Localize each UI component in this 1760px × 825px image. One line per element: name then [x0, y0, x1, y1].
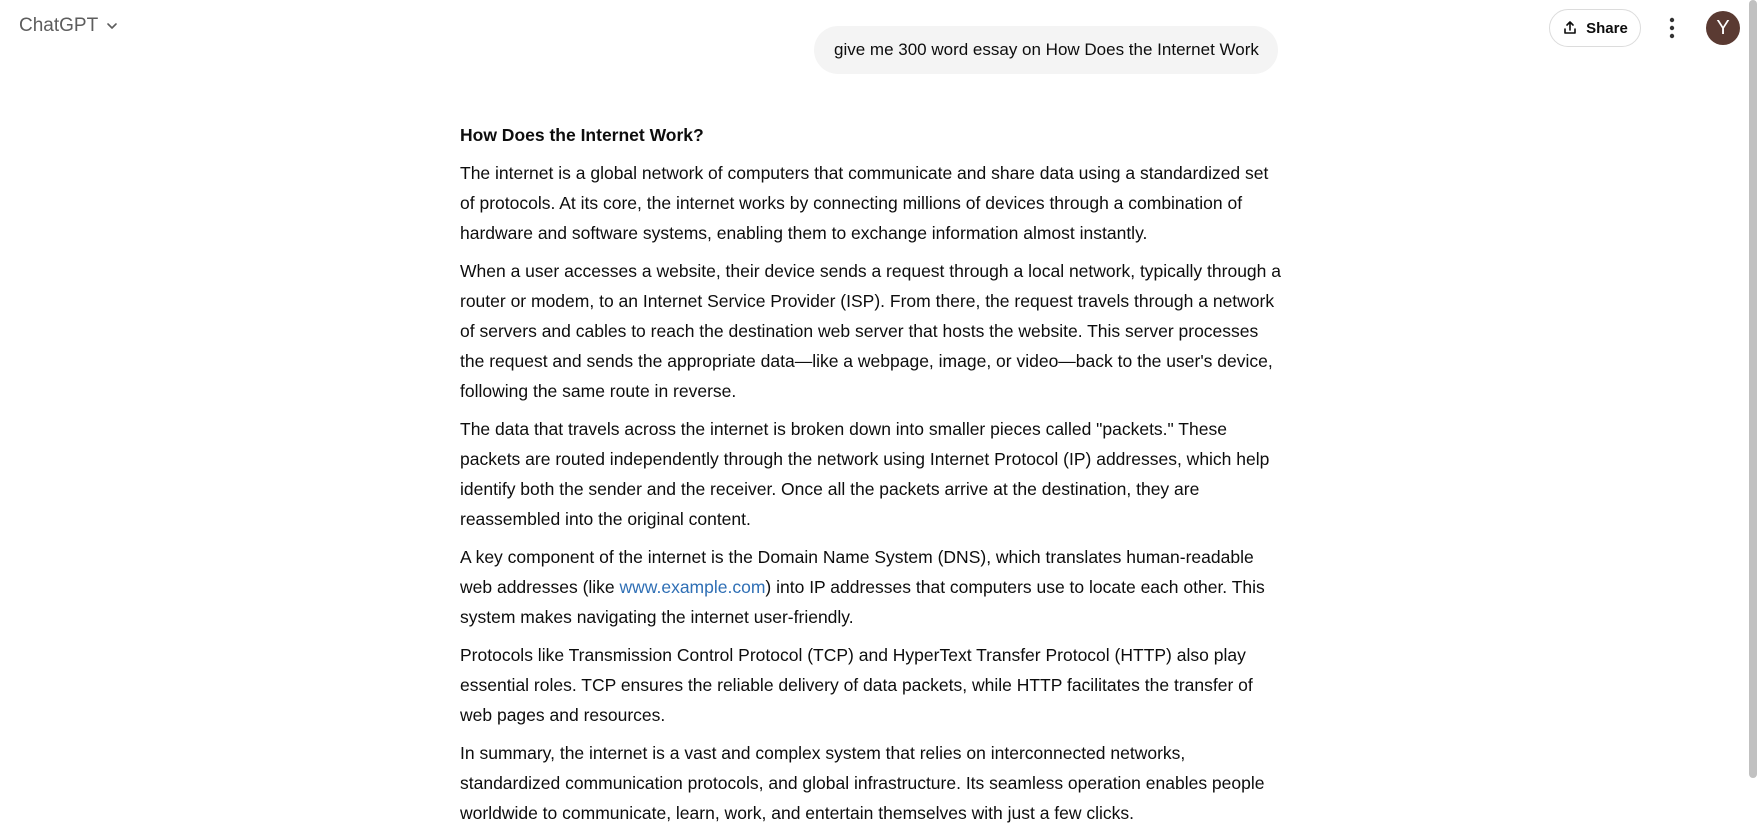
scrollbar-thumb[interactable] [1749, 0, 1757, 778]
response-paragraph-1: The internet is a global network of computers that communicate and share data using a standardized set of protocols. At its core, the internet works by connecting millions of devices through a combination of hardware and software systems, enabling them to exchange information almost instantly. [460, 163, 1269, 243]
model-label: ChatGPT [19, 15, 99, 36]
response-paragraph-6: In summary, the internet is a vast and complex system that relies on interconnected networks, standardized communication protocols, and global infrastructure. Its seamless operation enables people worldwide to communicate, learn, work, and entertain themselves with just a few clicks. [460, 743, 1265, 823]
chevron-down-icon [104, 18, 120, 34]
avatar[interactable] [1706, 11, 1740, 45]
share-icon [1562, 20, 1578, 36]
user-message [814, 26, 1278, 74]
user-message-text: give me 300 word essay on How Does the Internet Work [834, 40, 1259, 59]
avatar-initial: Y [1716, 16, 1730, 39]
model-switcher[interactable] [19, 15, 120, 37]
response-paragraph-2: When a user accesses a website, their device sends a request through a local network, typically through a router or modem, to an Internet Service Provider (ISP). From there, the request travels through a network of servers and cables to reach the destination web server that hosts the website. This server processes the request and sends the appropriate data—like a webpage, image, or video—back to the user's device, following the same route in reverse. [460, 261, 1281, 401]
response-paragraph-4 [460, 542, 1282, 632]
assistant-response [460, 120, 1282, 825]
share-button[interactable] [1549, 9, 1641, 47]
scrollbar[interactable] [1746, 0, 1760, 825]
response-paragraph-3: The data that travels across the internet is broken down into smaller pieces called "packets." These packets are routed independently through the network using Internet Protocol (IP) addresses, which help identify both the sender and the receiver. Once all the packets arrive at the destination, they are reassembled into the original content. [460, 419, 1270, 529]
paragraph-4-text-after: ) into IP addresses that computers use to locate each other. This system makes navigating the internet user-friendly. [460, 577, 1265, 627]
response-title: How Does the Internet Work? [460, 125, 704, 145]
more-options-button[interactable] [1660, 11, 1684, 45]
response-paragraph-5: Protocols like Transmission Control Protocol (TCP) and HyperText Transfer Protocol (HTTP) also play essential roles. TCP ensures the reliable delivery of data packets, while HTTP facilitates the transfer of web pages and resources. [460, 645, 1253, 725]
example-link[interactable]: www.example.com [619, 577, 766, 597]
paragraph-4-text-before: A key component of the internet is the Domain Name System (DNS), which translates human-readable web addresses (like [460, 547, 1254, 597]
more-vertical-icon [1669, 17, 1675, 39]
share-label: Share [1586, 19, 1628, 37]
